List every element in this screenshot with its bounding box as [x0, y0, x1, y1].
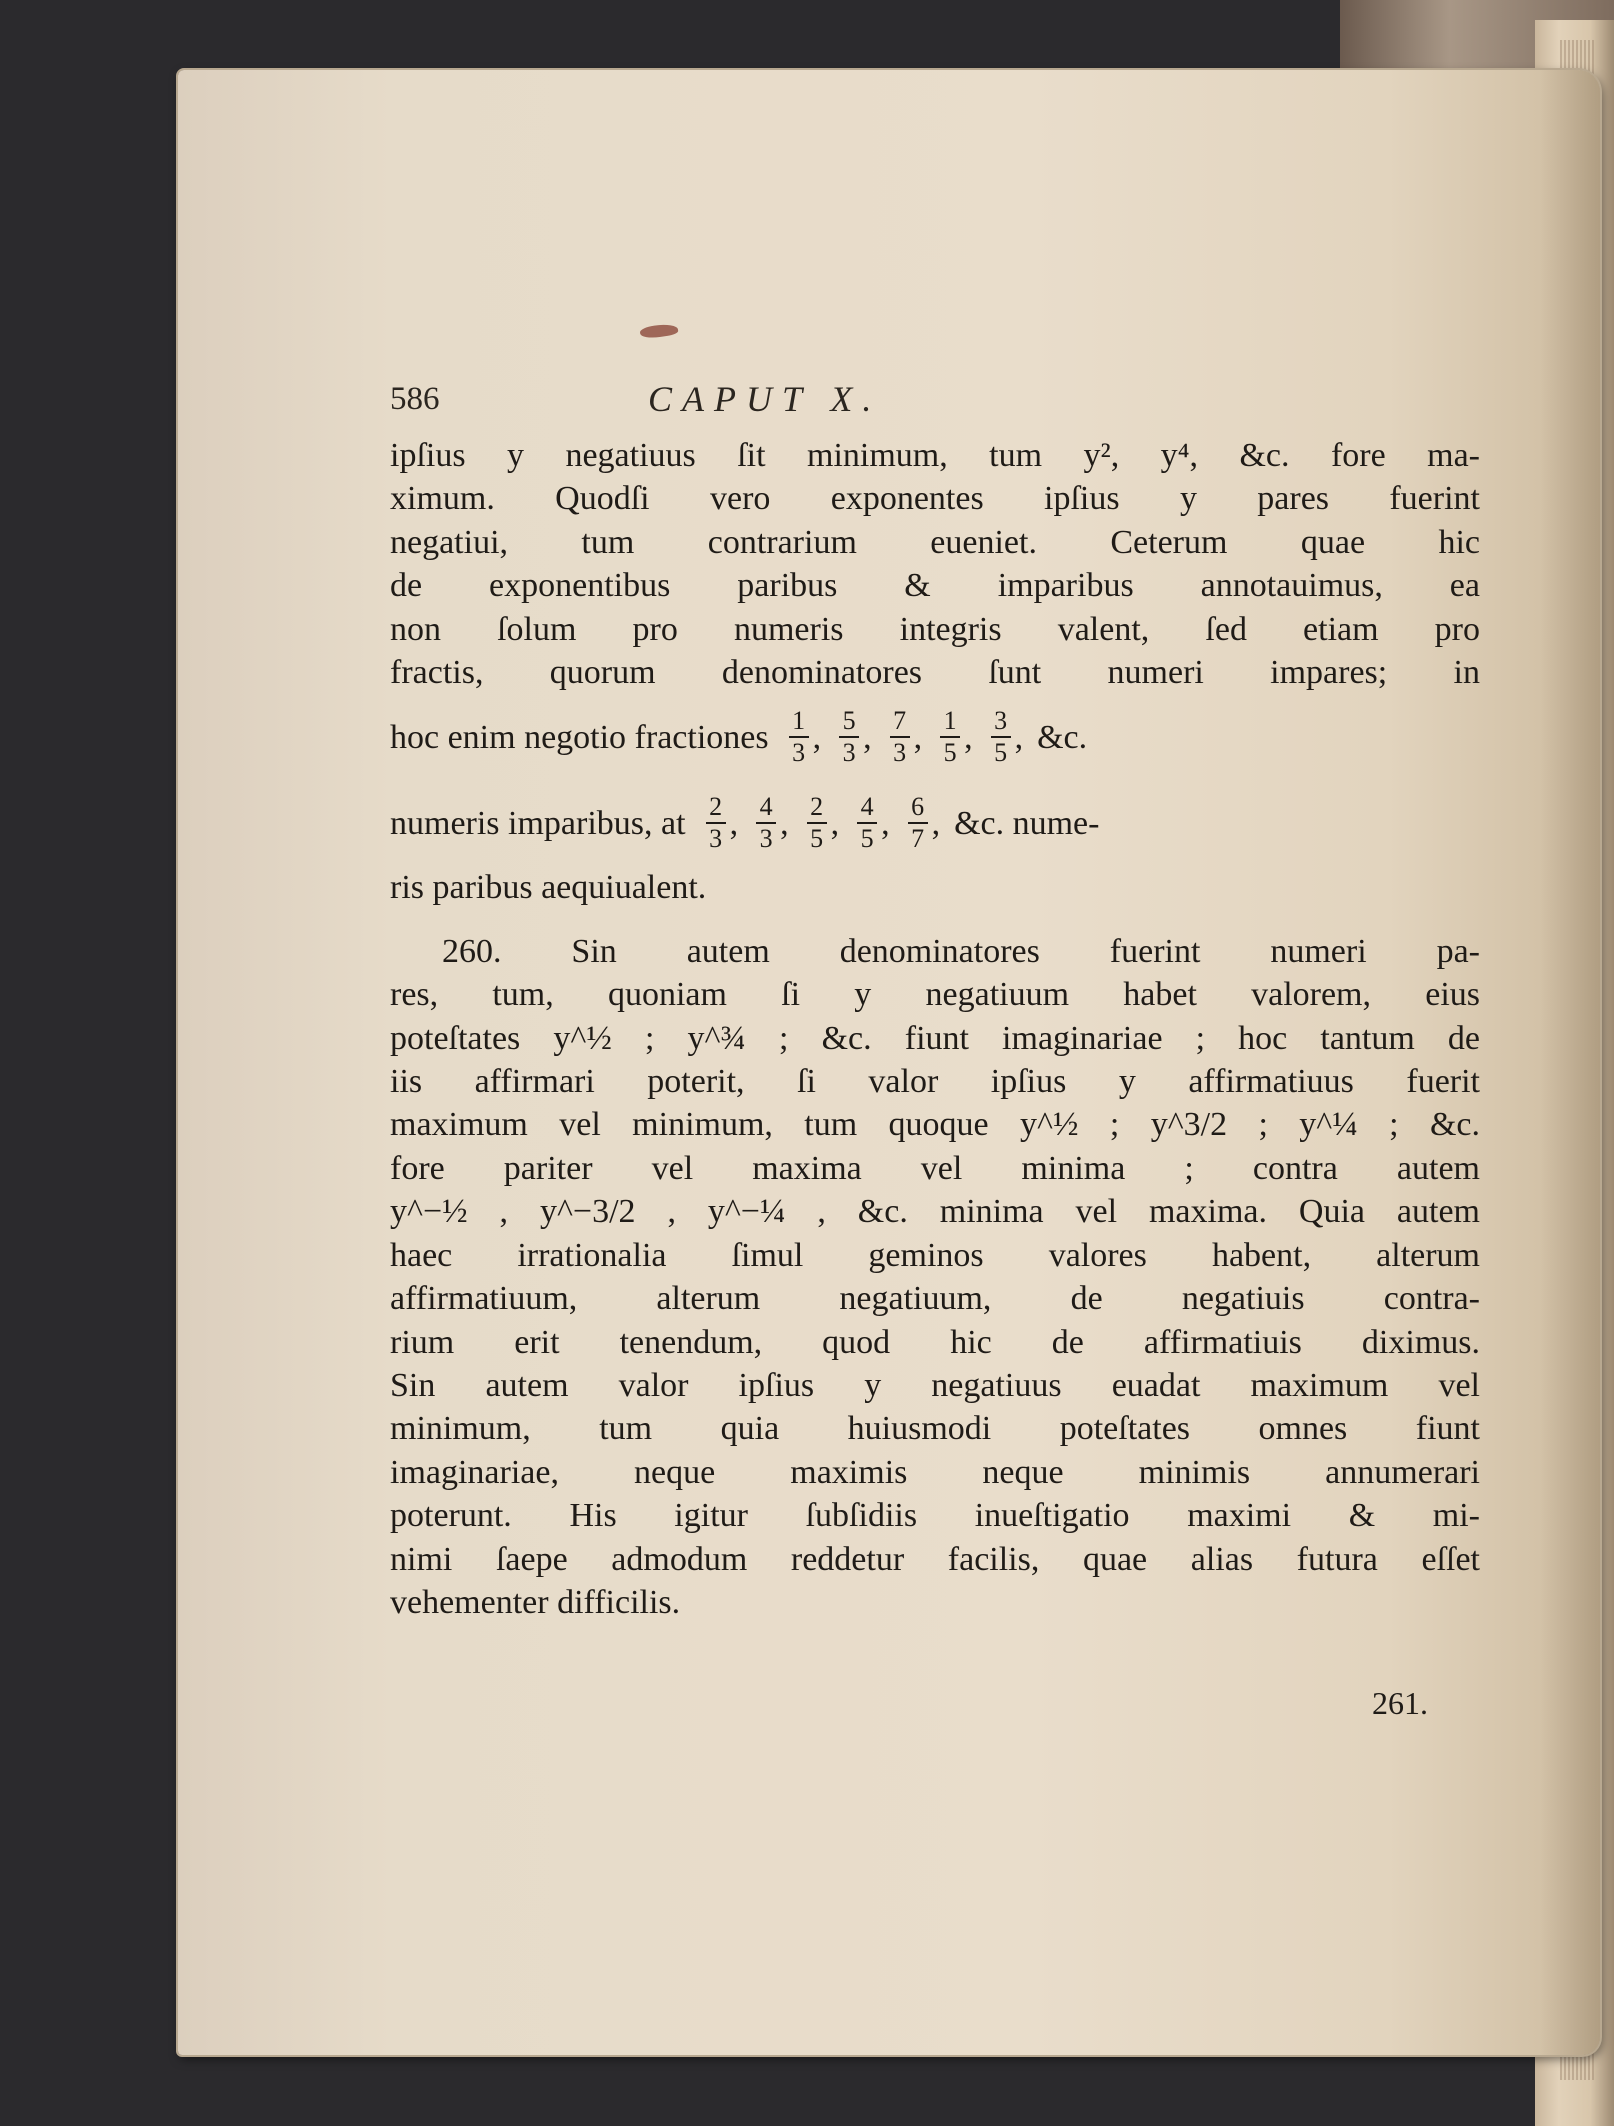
text-line: rium erit tenendum, quod hic de affirmatiuis diximus.: [390, 1323, 1480, 1361]
catchword: 261.: [1372, 1685, 1428, 1721]
text-line: negatiui, tum contrarium eueniet. Ceterum quae hic: [390, 523, 1480, 561]
text-line: non ſolum pro numeris integris valent, ſed etiam pro: [390, 610, 1480, 648]
fraction-line-odd: hoc enim negotio fractiones $\frac{1}{3}$ , $\frac{5}{3}$ , $\frac{7}{3}$ , $\frac{1}{5}$ , $\frac{3}{5}$ , &c.: [390, 706, 1088, 768]
fraction: $\frac{6}{7}$: [908, 793, 928, 853]
text-line: y^−½ , y^−3/2 , y^−¼ , &c. minima vel maxima. Quia autem: [390, 1193, 1480, 1231]
fraction: $\frac{5}{3}$: [839, 707, 859, 767]
text-line: haec irrationalia ſimul geminos valores habent, alterum: [390, 1236, 1480, 1274]
page-number: 586: [390, 381, 440, 417]
text-line: iis affirmari poterit, ſi valor ipſius y affirmatiuus fuerit: [390, 1063, 1480, 1101]
text-line: res, tum, quoniam ſi y negatiuum habet valorem, eius: [390, 976, 1480, 1014]
fraction: $\frac{7}{3}$: [890, 707, 910, 767]
text-line: 260. Sin autem denominatores fuerint numeri pa-: [442, 932, 1480, 970]
fraction-line-even: numeris imparibus, at $\frac{2}{3}$ , $\frac{4}{3}$ , $\frac{2}{5}$ , $\frac{4}{5}$ , $\frac{6}{7}$ , &c. nume-: [390, 792, 1100, 854]
page-curl-shadow: [1540, 70, 1600, 2055]
fraction: $\frac{1}{3}$: [789, 707, 809, 767]
fraction: $\frac{2}{3}$: [706, 793, 726, 853]
page-text: [390, 372, 1480, 1624]
paragraph-260: [390, 930, 1480, 1625]
text-line: fractis, quorum denominatores ſunt numeri impares; in: [390, 654, 1480, 692]
text-line: affirmatiuum, alterum negatiuum, de negatiuis contra-: [390, 1280, 1480, 1318]
text-line: imaginariae, neque maximis neque minimis annumerari: [390, 1453, 1480, 1491]
text-line: Sin autem valor ipſius y negatiuus euadat maximum vel: [390, 1366, 1480, 1404]
fraction-line-lead: numeris imparibus, at: [390, 804, 686, 842]
text-line: de exponentibus paribus & imparibus annotauimus, ea: [390, 567, 1480, 605]
text-line: poteſtates y^½ ; y^¾ ; &c. fiunt imaginariae ; hoc tantum de: [390, 1019, 1480, 1057]
fraction: $\frac{2}{5}$: [807, 793, 827, 853]
fraction: $\frac{1}{5}$: [940, 707, 960, 767]
text-line: maximum vel minimum, tum quoque y^½ ; y^3/2 ; y^¼ ; &c.: [390, 1106, 1480, 1144]
text-line: fore pariter vel maxima vel minima ; contra autem: [390, 1149, 1480, 1187]
chapter-title: CAPUT X.: [648, 379, 882, 419]
fraction-line-lead: hoc enim negotio fractiones: [390, 718, 769, 756]
text-line: nimi ſaepe admodum reddetur facilis, quae alias futura eſſet: [390, 1540, 1480, 1578]
fraction: $\frac{3}{5}$: [991, 707, 1011, 767]
text-line: poterunt. His igitur ſubſidiis inueſtigatio maximi & mi-: [390, 1497, 1480, 1535]
text-line: vehementer difficilis.: [390, 1583, 681, 1621]
text-line: ris paribus aequiualent.: [390, 869, 707, 907]
fraction-line-tail: &c.: [1037, 718, 1088, 756]
text-line: minimum, tum quia huiusmodi poteſtates omnes fiunt: [390, 1410, 1480, 1448]
paragraph-259-continued: [390, 434, 1480, 694]
text-line: ipſius y negatiuus ſit minimum, tum y², y⁴, &c. fore ma-: [390, 437, 1480, 474]
fraction: $\frac{4}{5}$: [857, 793, 877, 853]
text-line: ximum. Quodſi vero exponentes ipſius y pares fuerint: [390, 480, 1480, 518]
fraction-line-tail: &c. nume-: [954, 804, 1100, 842]
fraction: $\frac{4}{3}$: [756, 793, 776, 853]
running-head: [390, 372, 1480, 434]
